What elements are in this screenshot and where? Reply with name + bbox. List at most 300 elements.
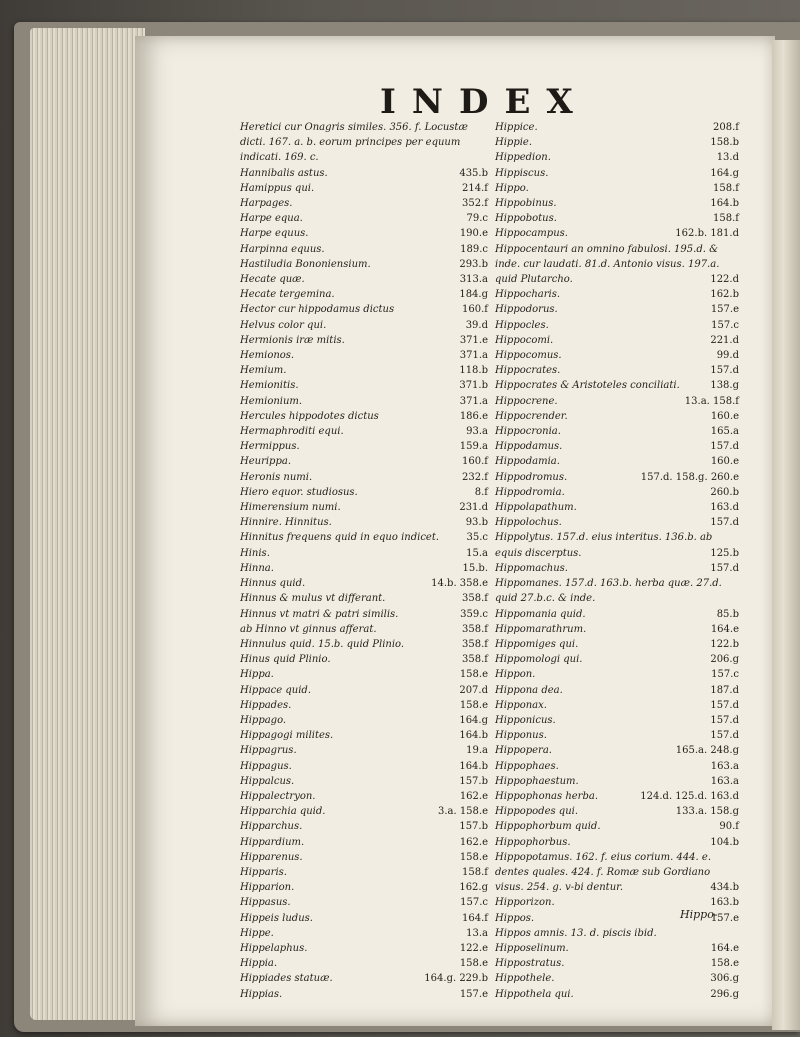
index-term: Hippothele. [495, 973, 555, 985]
index-entry [240, 439, 488, 454]
index-entry [240, 287, 488, 302]
index-entry [240, 637, 488, 652]
index-entry [240, 607, 488, 622]
index-term: Hippodamus. [495, 441, 563, 453]
index-reference: 371.a [459, 350, 488, 362]
index-entry [495, 394, 739, 409]
index-reference: 231.d [459, 502, 488, 514]
index-entry [495, 667, 739, 682]
index-reference: 358.f [462, 654, 488, 666]
index-term: Hippocrene. [495, 395, 558, 407]
index-reference: 207.d [459, 684, 488, 696]
index-term: Hippades. [240, 699, 292, 711]
index-entry [495, 759, 739, 774]
index-entry [495, 500, 739, 515]
index-entry [240, 941, 488, 956]
index-term: Heretici cur Onagris similes. 356. f. Locustæ dicti. 167. a. b. eorum principes per equum indicati. 169. c. [240, 122, 468, 164]
index-reference: 163.a [710, 775, 739, 787]
index-entry [240, 470, 488, 485]
index-term: Hinnire. Hinnitus. [240, 517, 332, 529]
index-term: Hippagus. [240, 760, 292, 772]
index-reference: 158.f [713, 182, 739, 194]
index-term: Hinnus quid. [240, 578, 306, 590]
page-header: INDEX [380, 82, 589, 122]
index-column-left [240, 120, 488, 1002]
index-reference: 157.b [459, 821, 488, 833]
index-entry [495, 181, 739, 196]
index-term: Hippocrender. [495, 410, 568, 422]
index-entry [240, 591, 488, 606]
index-entry [240, 318, 488, 333]
index-term: Harpe equus. [240, 228, 309, 240]
index-entry [495, 135, 739, 150]
index-term: Hannibalis astus. [240, 167, 328, 179]
index-reference: 158.b [710, 137, 739, 149]
index-reference: 187.d [710, 684, 739, 696]
index-reference: 435.b [459, 167, 488, 179]
index-term: Hecate quæ. [240, 274, 305, 286]
index-term: Hinnus vt matri & patri similis. [240, 608, 399, 620]
index-reference: 160.f [462, 456, 488, 468]
index-term: Hippalcus. [240, 775, 295, 787]
index-reference: 15.b. [462, 562, 488, 574]
index-entry [495, 302, 739, 317]
index-reference: 157.e [459, 988, 488, 1000]
index-reference: 157.b [459, 775, 488, 787]
index-term: Hippothela qui. [495, 988, 574, 1000]
index-entry [495, 333, 739, 348]
index-reference: 13.a. 158.f [684, 395, 739, 407]
index-entry [495, 485, 739, 500]
index-term: Hippa. [240, 669, 274, 681]
index-term: Hippardium. [240, 836, 305, 848]
index-entry [240, 561, 488, 576]
index-term: Hinnus & mulus vt differant. [240, 593, 386, 605]
index-reference: 158.e [459, 851, 488, 863]
index-entry [240, 850, 488, 865]
index-reference: 90.f [719, 821, 739, 833]
index-term: Hippodromia. [495, 486, 565, 498]
index-entry [240, 333, 488, 348]
index-reference: 104.b [710, 836, 739, 848]
index-term: Hippocomi. [495, 334, 554, 346]
index-entry [240, 546, 488, 561]
index-reference: 158.e [459, 958, 488, 970]
index-term: Hippomania quid. [495, 608, 586, 620]
index-entry [240, 378, 488, 393]
index-entry [495, 850, 739, 896]
index-entry [240, 485, 488, 500]
index-entry [240, 424, 488, 439]
index-term: Hemionium. [240, 395, 303, 407]
index-term: Hippia. [240, 958, 278, 970]
index-reference: 164.e [710, 623, 739, 635]
index-reference: 164.g [459, 714, 488, 726]
index-entry [240, 698, 488, 713]
index-reference: 293.b [459, 258, 488, 270]
index-reference: 35.c [466, 532, 488, 544]
index-reference: 434.b [710, 882, 739, 894]
index-entry [240, 683, 488, 698]
index-term: Hippiades statuæ. [240, 973, 333, 985]
index-reference: 306.g [710, 973, 739, 985]
index-entry [495, 561, 739, 576]
index-term: Hippopera. [495, 745, 552, 757]
index-reference: 157.e [710, 304, 739, 316]
index-term: Hippophaes. [495, 760, 559, 772]
index-entry [495, 120, 739, 135]
index-reference: 160.f [462, 304, 488, 316]
index-term: Hipparis. [240, 866, 287, 878]
index-entry [495, 698, 739, 713]
index-reference: 221.d [710, 334, 739, 346]
index-reference: 157.d [710, 562, 739, 574]
index-reference: 13.a [466, 927, 488, 939]
index-reference: 158.e [459, 699, 488, 711]
index-term: Hippagrus. [240, 745, 297, 757]
index-entry [495, 652, 739, 667]
index-entry [240, 835, 488, 850]
index-entry [495, 804, 739, 819]
index-reference: 162.e [459, 836, 488, 848]
index-term: Hermaphroditi equi. [240, 426, 344, 438]
index-reference: 164.e [710, 942, 739, 954]
index-term: Hippice. [495, 122, 538, 133]
index-reference: 352.f [462, 198, 488, 210]
index-entry [240, 774, 488, 789]
index-term: Hemium. [240, 365, 287, 377]
index-term: Hipparchia quid. [240, 806, 326, 818]
index-entry [495, 683, 739, 698]
index-reference: 93.b [465, 517, 488, 529]
index-reference: 208.f [713, 122, 739, 133]
index-reference: 163.b [710, 897, 739, 909]
index-reference: 189.c [460, 243, 488, 255]
index-reference: 157.d [710, 699, 739, 711]
index-term: Hiero equor. studiosus. [240, 486, 358, 498]
index-reference: 158.f [462, 866, 488, 878]
index-reference: 158.e [459, 669, 488, 681]
catchword: Hippo- [680, 908, 718, 921]
index-term: Hippace quid. [240, 684, 312, 696]
index-term: Hemionitis. [240, 380, 299, 392]
index-entry [495, 348, 739, 363]
index-entry [240, 743, 488, 758]
index-entry [240, 926, 488, 941]
index-reference: 164.b [710, 198, 739, 210]
index-term: Hippe. [240, 927, 274, 939]
index-reference: 164.f [462, 912, 488, 924]
index-reference: 99.d [716, 350, 739, 362]
index-entry [495, 424, 739, 439]
index-term: Heurippa. [240, 456, 292, 468]
index-entry [495, 835, 739, 850]
index-reference: 122.b [710, 638, 739, 650]
index-entry [240, 181, 488, 196]
index-entry [495, 318, 739, 333]
index-entry [240, 257, 488, 272]
index-reference: 358.f [462, 638, 488, 650]
index-entry [240, 667, 488, 682]
index-term: Hippolytus. 157.d. eius interitus. 136.b. ab equis discerptus. [495, 532, 713, 559]
index-reference: 122.e [459, 942, 488, 954]
index-reference: 165.a [710, 426, 739, 438]
index-entry [240, 713, 488, 728]
index-entry [495, 242, 739, 288]
index-term: Hippocles. [495, 319, 549, 331]
index-entry [240, 804, 488, 819]
index-entry [240, 363, 488, 378]
index-reference: 157.d. 158.g. 260.e [640, 471, 739, 483]
index-reference: 186.e [459, 410, 488, 422]
index-term: Hippomarathrum. [495, 623, 587, 635]
index-reference: 15.a [466, 547, 488, 559]
index-reference: 118.b [459, 365, 488, 377]
index-entry [495, 363, 739, 378]
index-term: Hermippus. [240, 441, 300, 453]
index-reference: 8.f [474, 486, 488, 498]
index-term: Hippodorus. [495, 304, 558, 316]
index-term: Hippocampus. [495, 228, 568, 240]
index-reference: 313.a [459, 274, 488, 286]
index-term: Hippomiges qui. [495, 638, 579, 650]
index-entry [495, 713, 739, 728]
index-entry [240, 515, 488, 530]
index-reference: 124.d. 125.d. 163.d [640, 790, 739, 802]
index-reference: 157.e [710, 912, 739, 924]
index-term: Hippophonas herba. [495, 790, 598, 802]
index-entry [240, 272, 488, 287]
index-reference: 85.b [716, 608, 739, 620]
index-reference: 358.f [462, 593, 488, 605]
index-term: Hippomologi qui. [495, 654, 583, 666]
index-reference: 125.b [710, 547, 739, 559]
index-reference: 157.c [711, 319, 739, 331]
index-entry [495, 287, 739, 302]
index-term: Hippasus. [240, 897, 291, 909]
index-term: Hippedion. [495, 152, 551, 164]
index-entry [495, 226, 739, 241]
index-term: Hippos amnis. 13. d. piscis ibid. [495, 927, 657, 939]
index-reference: 296.g [710, 988, 739, 1000]
index-term: Hipparion. [240, 882, 295, 894]
index-reference: 184.g [459, 289, 488, 301]
index-entry [240, 880, 488, 895]
index-term: Hippocrates. [495, 365, 561, 377]
index-entry [495, 941, 739, 956]
index-reference: 232.f [462, 471, 488, 483]
index-entry [240, 120, 488, 166]
index-term: Hinis. [240, 547, 270, 559]
index-term: Hippelaphus. [240, 942, 308, 954]
index-reference: 79.c [466, 213, 488, 225]
index-entry [240, 865, 488, 880]
index-reference: 163.a [710, 760, 739, 772]
index-reference: 162.b. 181.d [675, 228, 739, 240]
index-entry [240, 728, 488, 743]
index-term: Hippos. [495, 912, 535, 924]
index-reference: 371.b [459, 380, 488, 392]
index-term: Hector cur hippodamus dictus [240, 304, 395, 316]
index-entry [495, 166, 739, 181]
index-reference: 359.c [460, 608, 488, 620]
index-term: Helvus color qui. [240, 319, 327, 331]
index-entry [240, 454, 488, 469]
index-term: Hippocharis. [495, 289, 561, 301]
index-entry [495, 971, 739, 986]
index-term: Hippona dea. [495, 684, 563, 696]
index-term: Hippobotus. [495, 213, 557, 225]
index-term: Hamippus qui. [240, 182, 315, 194]
index-entry [240, 302, 488, 317]
index-reference: 19.a [466, 745, 488, 757]
index-reference: 138.g [710, 380, 739, 392]
index-term: Hipponax. [495, 699, 547, 711]
index-term: Hippostratus. [495, 958, 565, 970]
index-term: Hinnulus quid. 15.b. quid Plinio. [240, 638, 405, 650]
index-entry [240, 166, 488, 181]
index-term: Hinus quid Plinio. [240, 654, 331, 666]
index-term: Hippocentauri an omnino fabulosi. 195.d. & inde. cur laudati. 81.d. Antonio visus. 197.a. quid Plutarcho. [495, 243, 720, 286]
index-term: Hermionis iræ mitis. [240, 334, 345, 346]
index-term: Hippolochus. [495, 517, 562, 529]
index-term: Hipponus. [495, 730, 547, 742]
index-term: ab Hinno vt ginnus afferat. [240, 623, 377, 635]
index-entry [240, 409, 488, 424]
index-term: Hippon. [495, 669, 536, 681]
index-entry [240, 622, 488, 637]
index-term: Himerensium numi. [240, 502, 341, 514]
index-term: Hipposelinum. [495, 942, 569, 954]
index-term: Hippodamia. [495, 456, 560, 468]
index-reference: 190.e [459, 228, 488, 240]
index-term: Hippagogi milites. [240, 730, 334, 742]
index-reference: 122.d [710, 274, 739, 286]
index-reference: 160.e [710, 410, 739, 422]
index-reference: 157.d [710, 517, 739, 529]
index-term: Hercules hippodotes dictus [240, 410, 379, 422]
index-entry [495, 211, 739, 226]
index-entry [495, 743, 739, 758]
index-term: Harpinna equus. [240, 243, 325, 255]
index-entry [240, 759, 488, 774]
index-reference: 159.a [459, 441, 488, 453]
index-reference: 93.a [466, 426, 488, 438]
index-entry [240, 348, 488, 363]
index-entry [495, 987, 739, 1002]
index-term: Hippocomus. [495, 350, 562, 362]
index-entry [495, 150, 739, 165]
index-reference: 157.c [711, 669, 739, 681]
index-entry [240, 911, 488, 926]
index-term: Hippomachus. [495, 562, 568, 574]
index-reference: 3.a. 158.e [437, 806, 488, 818]
index-reference: 13.d [716, 152, 739, 164]
index-term: Hippeis ludus. [240, 912, 313, 924]
index-entry [495, 515, 739, 530]
index-entry [495, 607, 739, 622]
index-term: Hippobinus. [495, 198, 557, 210]
index-term: Hippie. [495, 137, 533, 149]
index-term: Hipponicus. [495, 714, 556, 726]
index-term: Heronis numi. [240, 471, 313, 483]
index-reference: 164.b [459, 730, 488, 742]
index-reference: 162.e [459, 790, 488, 802]
index-term: Hipparchus. [240, 821, 303, 833]
index-term: Hippopotamus. 162. f. eius corium. 444. e. dentes quales. 424. f. Romæ sub Gordiano visus. 254. g. v-bi dentur. [495, 851, 711, 894]
index-entry [495, 728, 739, 743]
index-reference: 157.c [460, 897, 488, 909]
index-entry [240, 819, 488, 834]
index-reference: 164.g [710, 167, 739, 179]
index-term: Hippopodes qui. [495, 806, 579, 818]
index-entry [495, 774, 739, 789]
index-term: Hipporizon. [495, 897, 555, 909]
index-entry [495, 789, 739, 804]
index-reference: 157.d [710, 365, 739, 377]
index-entry [240, 500, 488, 515]
index-term: Hippo. [495, 182, 529, 194]
index-entry [495, 454, 739, 469]
index-entry [495, 819, 739, 834]
index-entry [240, 971, 488, 986]
index-entry [495, 378, 739, 393]
index-term: Hippias. [240, 988, 283, 1000]
index-reference: 214.f [462, 182, 488, 194]
index-reference: 206.g [710, 654, 739, 666]
index-reference: 163.d [710, 502, 739, 514]
index-reference: 158.e [710, 958, 739, 970]
index-entry [240, 987, 488, 1002]
index-reference: 160.e [710, 456, 739, 468]
index-entry [240, 196, 488, 211]
index-term: Hippodromus. [495, 471, 568, 483]
index-term: Hinnitus frequens quid in equo indicet. [240, 532, 440, 544]
index-term: Hippophaestum. [495, 775, 579, 787]
index-entry [240, 652, 488, 667]
index-entry [240, 576, 488, 591]
index-term: Hippago. [240, 714, 287, 726]
index-entry [495, 956, 739, 971]
index-term: Harpe equa. [240, 213, 303, 225]
index-reference: 164.b [459, 760, 488, 772]
index-term: Hinna. [240, 562, 274, 574]
index-entry [240, 789, 488, 804]
index-entry [495, 439, 739, 454]
index-entry [495, 196, 739, 211]
index-entry [495, 926, 739, 941]
index-term: Hippiscus. [495, 167, 549, 179]
index-entry [240, 242, 488, 257]
index-term: Hippophorbus. [495, 836, 571, 848]
index-term: Hippolapathum. [495, 502, 577, 514]
index-reference: 133.a. 158.g [675, 806, 739, 818]
index-column-right [495, 120, 739, 1002]
index-entry [495, 622, 739, 637]
index-reference: 157.d [710, 441, 739, 453]
index-term: Hipparenus. [240, 851, 303, 863]
index-reference: 158.f [713, 213, 739, 225]
index-term: Hemionos. [240, 350, 295, 362]
index-term: Hippomanes. 157.d. 163.b. herba quæ. 27.d. quid 27.b.c. & inde. [495, 578, 722, 605]
index-reference: 260.b [710, 486, 739, 498]
index-entry [495, 637, 739, 652]
index-entry [240, 394, 488, 409]
index-term: Hippophorbum quid. [495, 821, 601, 833]
index-term: Hippocrates & Aristoteles conciliati. [495, 380, 680, 392]
index-term: Hippalectryon. [240, 790, 316, 802]
facing-page-edge [772, 40, 800, 1030]
